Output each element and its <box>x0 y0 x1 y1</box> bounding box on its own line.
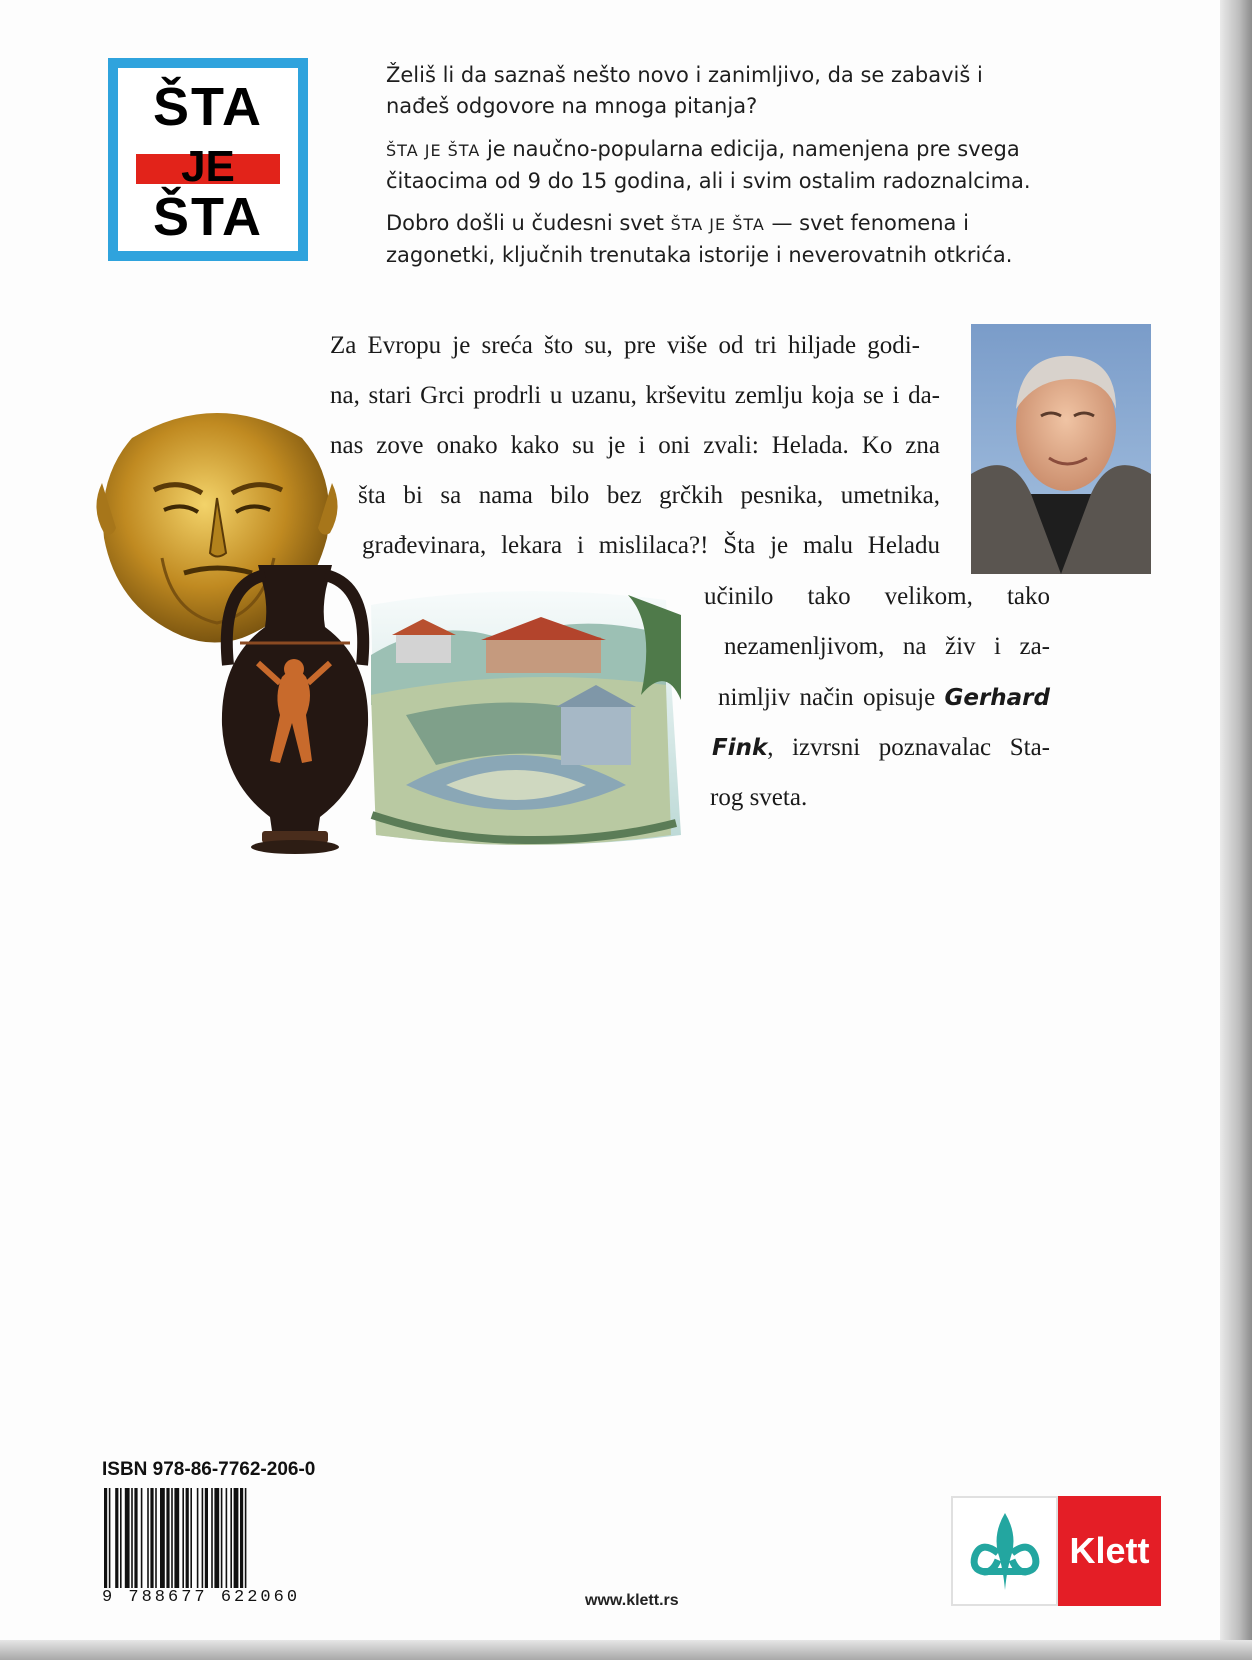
barcode-bar <box>125 1488 130 1588</box>
author-photo <box>971 324 1151 574</box>
blurb-line-text: , izvrsni poznavalac Sta- <box>767 734 1050 761</box>
barcode-bar <box>186 1488 189 1588</box>
barcode-bar <box>245 1488 247 1588</box>
barcode-bar <box>109 1488 111 1588</box>
blurb-line: učinilo tako velikom, tako <box>704 583 1050 610</box>
barcode-bar <box>211 1488 213 1588</box>
barcode-bar <box>221 1488 223 1588</box>
greek-theatre-icon <box>366 585 686 850</box>
book-spine-edge <box>1220 0 1252 1660</box>
klett-wordmark: Klett <box>1069 1530 1150 1571</box>
logo-je: JE <box>181 142 235 191</box>
blurb-line: rog sveta. <box>710 784 808 811</box>
klett-emblem <box>951 1496 1058 1606</box>
barcode-bar <box>240 1488 243 1588</box>
publisher-logo <box>951 1496 1161 1606</box>
blurb-line: građevinara, lekara i mislilaca?! Šta je malu Heladu <box>362 532 940 559</box>
intro-paragraph-2 <box>386 134 1052 197</box>
barcode-bar <box>104 1488 107 1588</box>
amphora-icon <box>210 555 380 855</box>
barcode-bar <box>214 1488 219 1588</box>
blurb-line <box>712 733 1050 763</box>
series-name: ŠTA JE ŠTA <box>386 141 481 160</box>
barcode-bar <box>115 1488 118 1588</box>
blurb-line: nas zove onako kako su je i oni zvali: Helada. Ko zna <box>330 432 940 459</box>
barcode-bar <box>171 1488 173 1588</box>
barcode-bar <box>131 1488 133 1588</box>
blurb-line: na, stari Grci prodrli u uzanu, krševitu zemlju koja se i da- <box>330 382 940 409</box>
author-first-name: Gerhard <box>944 685 1050 711</box>
barcode <box>102 1488 310 1588</box>
barcode-bar <box>120 1488 122 1588</box>
intro-paragraph-3 <box>386 208 1052 271</box>
barcode-bar <box>166 1488 169 1588</box>
barcode-bar <box>160 1488 165 1588</box>
barcode-bar <box>205 1488 208 1588</box>
barcode-bar <box>147 1488 149 1588</box>
blurb-line: šta bi sa nama bilo bez grčkih pesnika, umetnika, <box>358 482 940 509</box>
intro-paragraph-2-text: je naučno-popularna edicija, namenjena pre svega čitaocima od 9 do 15 godina, ali i svim ostalim radoznalcima. <box>386 137 1031 193</box>
barcode-bar <box>197 1488 199 1588</box>
barcode-digits: 9 788677 622060 <box>102 1588 301 1607</box>
barcode-bar <box>190 1488 192 1588</box>
publisher-url[interactable]: www.klett.rs <box>585 1592 679 1609</box>
blurb-line: nezamenljivom, na živ i za- <box>724 633 1050 660</box>
barcode-bar <box>234 1488 239 1588</box>
fleur-icon <box>953 1498 1056 1604</box>
barcode-bar <box>141 1488 143 1588</box>
author-last-name: Fink <box>712 735 768 761</box>
barcode-bar <box>182 1488 184 1588</box>
series-name: ŠTA JE ŠTA <box>670 215 765 234</box>
blurb-line <box>718 683 1050 713</box>
blurb-line: Za Evropu je sreća što su, pre više od tri hiljade godi- <box>330 332 920 359</box>
barcode-bar <box>230 1488 232 1588</box>
barcode-bar <box>155 1488 157 1588</box>
blurb-line-text: nimljiv način opisuje <box>718 684 945 711</box>
barcode-bar <box>134 1488 137 1588</box>
klett-red-panel <box>1058 1496 1161 1606</box>
logo-line-3: ŠTA <box>153 187 263 247</box>
intro-paragraph-3-start: Dobro došli u čudesni svet <box>386 211 671 235</box>
intro-paragraph-1: Želiš li da saznaš nešto novo i zanimljivo, da se zabaviš i nađeš odgovore na mnoga pitanja? <box>386 63 983 118</box>
series-logo <box>108 58 308 261</box>
barcode-bar <box>150 1488 153 1588</box>
logo-line-2 <box>118 142 298 191</box>
intro-paragraph-3-text: — svet fenomena i zagonetki, ključnih trenutaka istorije i neverovatnih otkrića. <box>386 211 1013 267</box>
logo-line-1: ŠTA <box>153 77 263 137</box>
isbn-label: ISBN 978-86-7762-206-0 <box>102 1459 316 1480</box>
barcode-bar <box>202 1488 204 1588</box>
barcode-bar <box>174 1488 179 1588</box>
barcode-bar <box>226 1488 228 1588</box>
book-bottom-edge <box>0 1640 1252 1660</box>
